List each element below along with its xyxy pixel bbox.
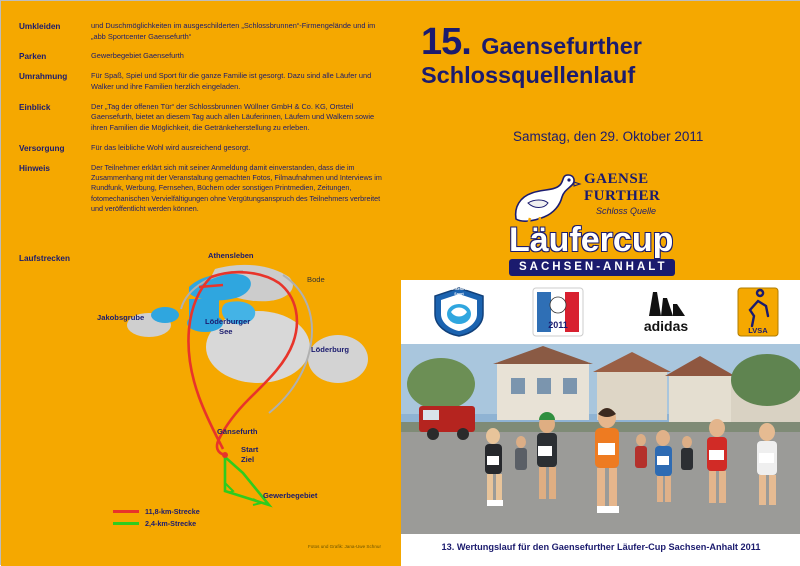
photo-credit: Fotos und Grafik: Jana-Uwe Schnur bbox=[307, 544, 381, 549]
info-label: Umkleiden bbox=[19, 22, 61, 31]
info-list bbox=[19, 21, 391, 224]
info-label: Umrahmung bbox=[19, 72, 68, 82]
runners-photo bbox=[401, 344, 800, 534]
info-row bbox=[19, 102, 391, 134]
legend-item bbox=[113, 519, 200, 528]
laufstrecken-label: Laufstrecken bbox=[19, 254, 70, 263]
brand-gaense: GAENSE bbox=[584, 171, 649, 187]
event-title bbox=[421, 23, 786, 89]
sponsor-olympia-2011 bbox=[531, 286, 585, 338]
lvsa-wordmark: LVSA bbox=[748, 326, 768, 335]
info-row bbox=[19, 21, 391, 42]
sponsor-badge-line3: Bewegung bbox=[449, 297, 469, 301]
sponsor-badge-line1: Gaensefurther bbox=[446, 287, 472, 291]
sponsor-badge-line2: Sport bbox=[454, 292, 464, 296]
legend-swatch-long bbox=[113, 510, 139, 513]
info-text: Für Spaß, Spiel und Sport für die ganze Familie ist gesorgt. Dazu sind alle Läufer und Walker und ihre Familien herzlich eingeladen. bbox=[91, 71, 372, 91]
olympia-badge-icon bbox=[531, 286, 585, 338]
sponsor-bar bbox=[401, 280, 800, 344]
adidas-stripes-icon bbox=[627, 286, 705, 318]
title-lines bbox=[481, 34, 642, 59]
legend-item bbox=[113, 507, 200, 516]
legend-label-short: 2,4-km-Strecke bbox=[145, 519, 197, 528]
info-row bbox=[19, 163, 391, 215]
info-row bbox=[19, 143, 391, 154]
map-label-see: See bbox=[219, 327, 233, 336]
legend-label-long: 11,8-km-Strecke bbox=[145, 507, 200, 516]
map-label-gaensefurth: Gänsefurth bbox=[217, 427, 258, 436]
sponsor-gaensefurther-sport-bewegung bbox=[431, 286, 487, 338]
sponsor-2011-year: 2011 bbox=[548, 320, 568, 330]
info-label: Einblick bbox=[19, 102, 51, 112]
edition-number: 15. bbox=[421, 21, 471, 63]
laufercup-region: SACHSEN-ANHALT bbox=[509, 259, 675, 276]
info-label: Parken bbox=[19, 52, 47, 62]
brand-further: FURTHER bbox=[584, 188, 661, 204]
sponsor-adidas bbox=[627, 286, 705, 334]
info-text: Der Teilnehmer erklärt sich mit seiner Anmeldung damit einverstanden, dass die im Zusammenhang mit der Veranstaltung gemachten Fotos, Filmaufnahmen und Interviews im Rundfunk, Werbung, Fernsehen, Büchern oder sonstigen Printmedien, Zeitungen, fotomechanischen Vervielfältigungen ohne Vergütungsanspruch des Teilnehmers verbreitet und veröffentlicht werden können. bbox=[91, 162, 382, 214]
info-text: und Duschmöglichkeiten im ausgeschilderten „Schlossbrunnen“-Firmengelände und im „abb Sportcenter Gaensefurth“ bbox=[91, 21, 376, 41]
map-label-ziel: Ziel bbox=[241, 455, 255, 464]
info-row bbox=[19, 51, 391, 62]
map-label-jakobsgrube: Jakobsgrube bbox=[97, 313, 145, 322]
title-line-2: Schlossquellenlauf bbox=[421, 62, 636, 88]
map-label-athensleben: Athensleben bbox=[208, 251, 254, 260]
runners-photo-graphic bbox=[401, 344, 800, 534]
left-panel bbox=[1, 1, 401, 566]
title-line-1: Gaensefurther bbox=[481, 33, 642, 59]
info-label: Versorgung bbox=[19, 143, 65, 153]
map-label-start: Start bbox=[241, 445, 259, 454]
legend-swatch-short bbox=[113, 522, 139, 525]
adidas-wordmark: adidas bbox=[643, 318, 689, 334]
course-map bbox=[93, 247, 391, 553]
info-text: Gewerbegebiet Gaensefurth bbox=[91, 51, 184, 61]
sponsor-lvsa bbox=[736, 286, 780, 338]
map-label-bode: Bode bbox=[307, 275, 325, 284]
map-label-loederburger: Löderburger bbox=[205, 317, 251, 326]
map-legend bbox=[113, 507, 200, 531]
info-text: Der „Tag der offenen Tür“ der Schlossbrunnen Wüllner GmbH & Co. KG, Ortsteil Gaensefurth, bietet an diesem Tag auch allen Läuferinnen, Läufern und Walkern sowie ihren Familien die Möglichkeit, die Getränkeherstellung zu erleben. bbox=[91, 101, 375, 133]
info-text: Für das leibliche Wohl wird ausreichend gesorgt. bbox=[91, 142, 251, 152]
event-date: Samstag, den 29. Oktober 2011 bbox=[513, 129, 704, 144]
footer-note: 13. Wertungslauf für den Gaensefurther Läufer-Cup Sachsen-Anhalt 2011 bbox=[401, 534, 800, 566]
goose-icon bbox=[506, 169, 582, 227]
info-row bbox=[19, 71, 391, 92]
info-label: Hinweis bbox=[19, 163, 50, 173]
laufercup-logo bbox=[509, 223, 709, 276]
map-label-gewerbegebiet: Gewerbegebiet bbox=[263, 491, 318, 500]
map-label-loederburg: Löderburg bbox=[311, 345, 349, 354]
laufercup-wordmark: Läufercup bbox=[509, 221, 674, 259]
lvsa-badge-icon bbox=[736, 286, 780, 338]
brand-schloss-quelle: Schloss Quelle bbox=[596, 206, 657, 216]
